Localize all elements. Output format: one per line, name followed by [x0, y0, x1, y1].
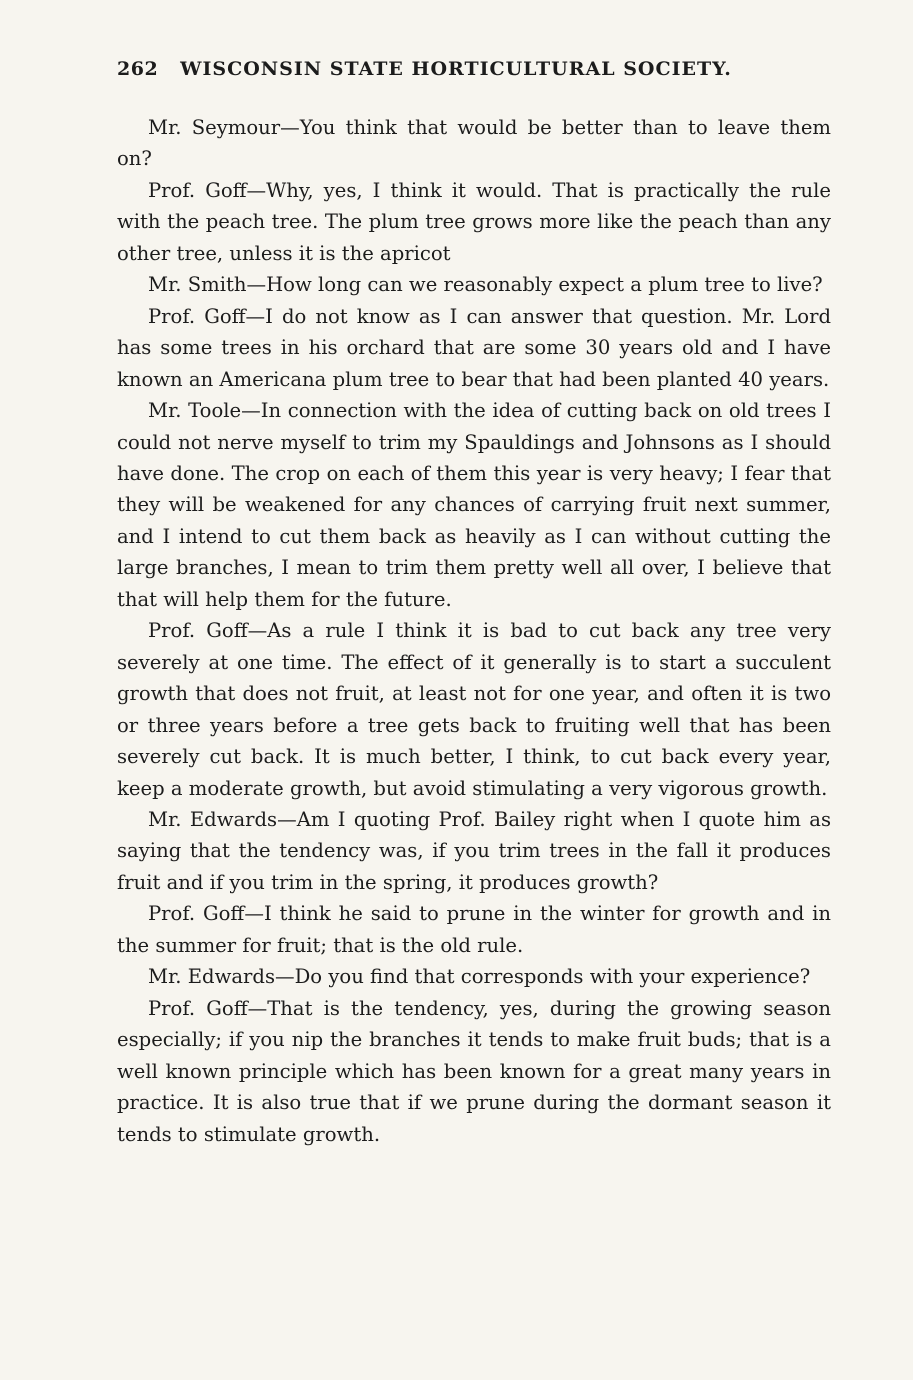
page-header	[117, 58, 797, 88]
paragraph-smith-question: Mr. Smith—How long can we reasonably expect a plum tree to live?	[148, 273, 823, 297]
paragraph-goff-cutting: Prof. Goff—As a rule I think it is bad to cut back any tree very severely at one time. The effect of it generally is to start a succulent growth that does not fruit, at least not for one year, and often it is two or three years before a tree gets back to fruiting well that has been severely cut back. It is much better, I think, to cut back every year, keep a moderate growth, but avoid stimulating a very vigorous growth.	[117, 619, 831, 800]
running-title: WISCONSIN STATE HORTICULTURAL SOCIETY.	[180, 58, 732, 80]
paragraph-edwards-bailey: Mr. Edwards—Am I quoting Prof. Bailey right when I quote him as saying that the tendency was, if you trim trees in the fall it produces fruit and if you trim in the spring, it produces growth?	[117, 807, 831, 894]
paragraph-goff-rule: Prof. Goff—I think he said to prune in the winter for growth and in the summer for fruit; that is the old rule.	[117, 902, 831, 957]
paragraph-seymour-question: Mr. Seymour—You think that would be better than to leave them on?	[117, 116, 831, 171]
paragraph-edwards-experience: Mr. Edwards—Do you find that corresponds with your experience?	[148, 965, 811, 989]
paragraph-goff-tendency: Prof. Goff—That is the tendency, yes, during the growing season especially; if you nip the branches it tends to make fruit buds; that is a well known principle which has been known for a great many years in practice. It is also true that if we prune during the dormant season it tends to stimulate growth.	[117, 996, 831, 1146]
page-number: 262	[117, 58, 159, 80]
paragraph-toole: Mr. Toole—In connection with the idea of cutting back on old trees I could not nerve myself to trim my Spauldings and Johnsons as I should have done. The crop on each of them this year is very heavy; I fear that they will be weakened for any chances of carrying fruit next summer, and I intend to cut them back as heavily as I can without cutting the large branches, I mean to trim them pretty well all over, I believe that that will help them for the future.	[117, 399, 831, 611]
paragraph-goff-age: Prof. Goff—I do not know as I can answer that question. Mr. Lord has some trees in his orchard that are some 30 years old and I have known an Americana plum tree to bear that had been planted 40 years.	[117, 304, 831, 391]
text-body	[117, 112, 831, 1150]
paragraph-goff-peach: Prof. Goff—Why, yes, I think it would. That is practically the rule with the peach tree. The plum tree grows more like the peach than any other tree, unless it is the apricot	[117, 178, 831, 265]
